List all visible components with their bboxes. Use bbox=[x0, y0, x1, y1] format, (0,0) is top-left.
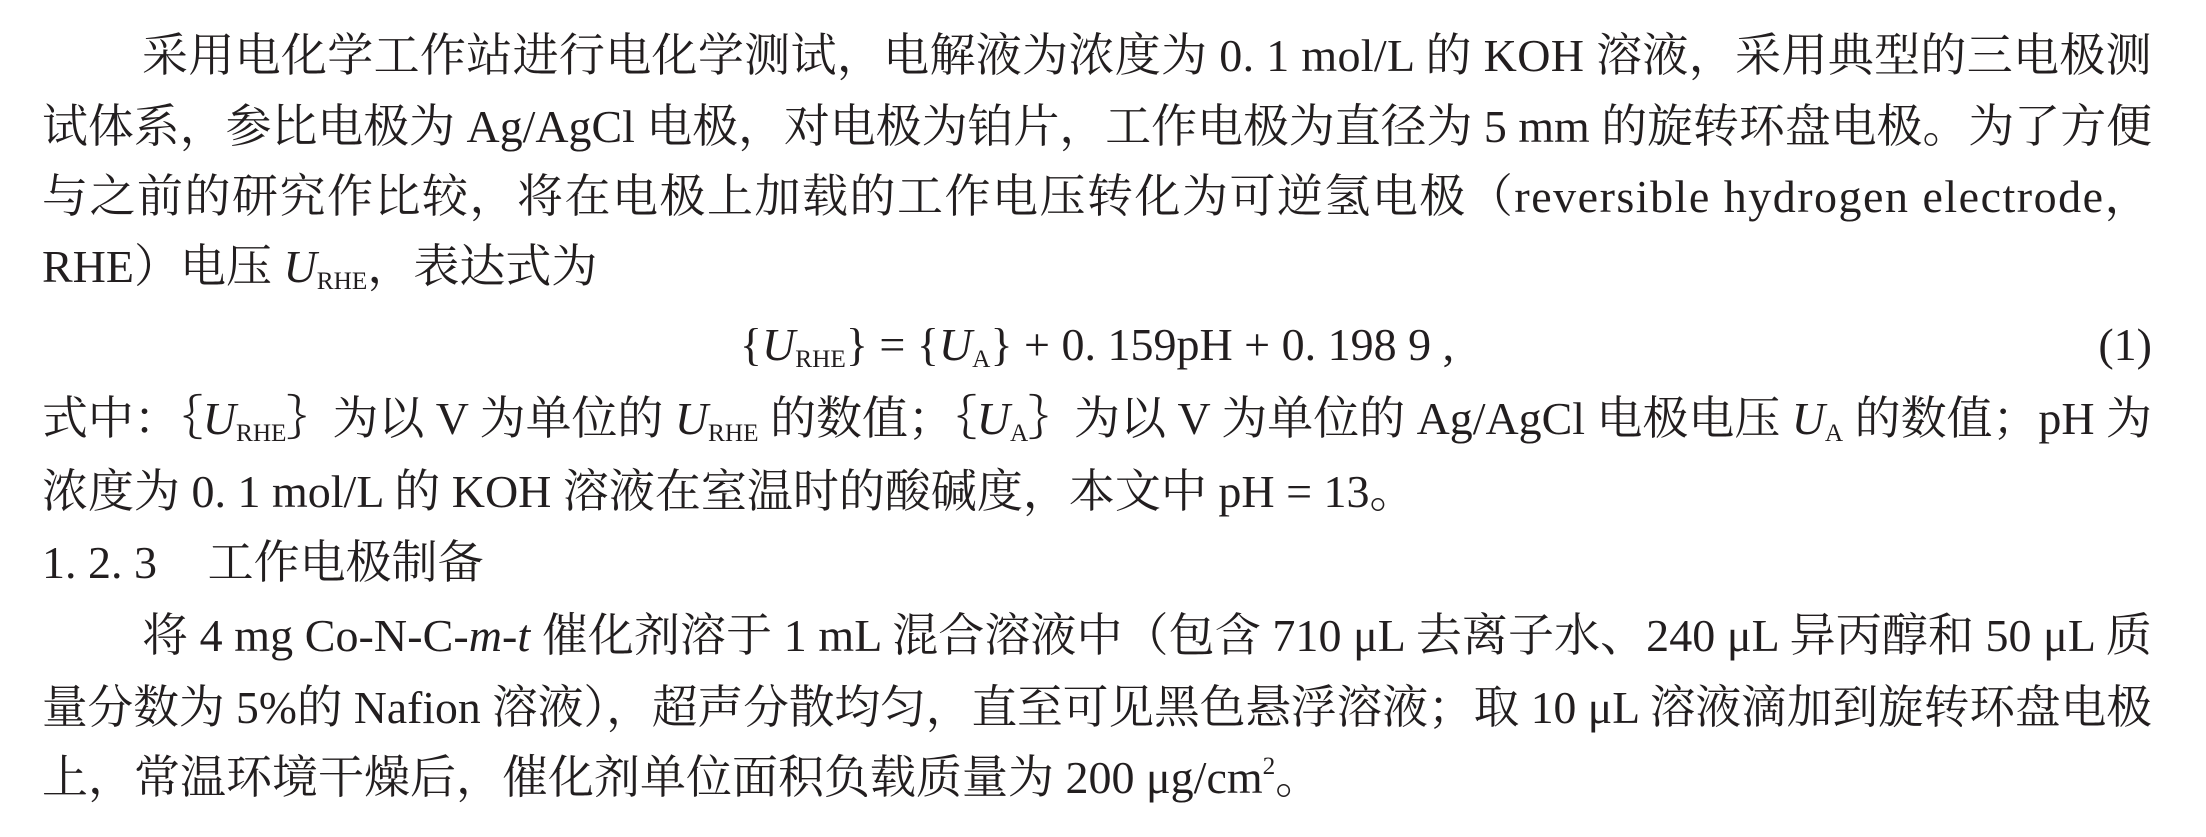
paragraph-3-line-2-text: 量分数为 5%的 Nafion 溶液），超声分散均匀，直至可见黑色悬浮溶液；取 10 μL 溶液滴加到旋转环盘电极 bbox=[42, 682, 2152, 733]
section-title: 工作电极制备 bbox=[207, 537, 484, 588]
section-heading bbox=[42, 527, 2152, 599]
equation-1 bbox=[42, 309, 2152, 381]
text-segment: 上，常温环境干燥后，催化剂单位面积负载质量为 200 μg/cm bbox=[42, 752, 1263, 803]
subscript-a: A bbox=[972, 345, 991, 374]
equation-segment: { bbox=[739, 319, 762, 370]
text-segment: 的数值；pH 为 bbox=[1843, 393, 2152, 444]
paragraph-2-line-1 bbox=[42, 383, 2152, 455]
equation-number: (1) bbox=[2098, 319, 2152, 370]
paragraph-2-line-2-text: 浓度为 0. 1 mol/L 的 KOH 溶液在室温时的酸碱度，本文中 pH = 13。 bbox=[42, 466, 1416, 517]
paragraph-3-line-3-text bbox=[42, 742, 1321, 814]
paragraph-1-line-2 bbox=[42, 91, 2152, 163]
text-segment: ，表达式为 bbox=[367, 241, 598, 292]
symbol-u: U bbox=[283, 241, 317, 292]
subscript-rhe: RHE bbox=[316, 267, 368, 296]
text-segment: 的数值；｛ bbox=[758, 393, 977, 444]
paragraph-1-line-3-text: 与之前的研究作比较，将在电极上加载的工作电压转化为可逆氢电极（reversible hydrogen electrode， bbox=[42, 171, 2152, 222]
text-segment: 催化剂溶于 1 mL 混合溶液中（包含 710 μL 去离子水、240 μL 异丙醇和 50 μL 质 bbox=[530, 610, 2152, 661]
symbol-u: U bbox=[761, 319, 796, 370]
subscript-a: A bbox=[1009, 419, 1029, 448]
paragraph-1-line-3 bbox=[42, 161, 2152, 233]
section-number: 1. 2. 3 bbox=[42, 537, 157, 588]
text-segment: ｝为以 V 为单位的 bbox=[286, 393, 675, 444]
subscript-rhe: RHE bbox=[795, 345, 846, 374]
text-segment: RHE）电压 bbox=[42, 241, 284, 292]
section-heading-text bbox=[42, 527, 484, 599]
symbol-u: U bbox=[674, 393, 709, 444]
symbol-u: U bbox=[202, 393, 236, 444]
equation-segment: } = { bbox=[845, 319, 939, 370]
equation-segment: } + 0. 159pH + 0. 198 9 , bbox=[990, 319, 1455, 370]
paragraph-3-line-1-text bbox=[142, 600, 2152, 672]
paragraph-2-line-2 bbox=[42, 456, 2152, 528]
text-segment: 将 4 mg Co-N-C- bbox=[142, 610, 469, 661]
paragraph-1-line-2-text: 试体系，参比电极为 Ag/AgCl 电极，对电极为铂片，工作电极为直径为 5 mm 的旋转环盘电极。为了方便 bbox=[42, 101, 2152, 152]
italic-m: m bbox=[468, 610, 503, 661]
italic-t: t bbox=[517, 610, 531, 661]
paragraph-3-line-3 bbox=[42, 742, 2152, 814]
text-segment: 。 bbox=[1275, 752, 1322, 803]
text-segment: ｝为以 V 为单位的 Ag/AgCl 电极电压 bbox=[1028, 393, 1792, 444]
symbol-u: U bbox=[1791, 393, 1825, 444]
paragraph-1-line-1 bbox=[42, 20, 2152, 92]
equation-body bbox=[740, 309, 1454, 381]
paragraph-2-line-1-text bbox=[42, 383, 2152, 455]
symbol-u: U bbox=[938, 319, 973, 370]
text-segment: 式中：｛ bbox=[42, 393, 203, 444]
paragraph-1-line-4 bbox=[42, 231, 2152, 303]
subscript-a: A bbox=[1824, 419, 1844, 448]
paragraph-1-line-1-text: 采用电化学工作站进行电化学测试，电解液为浓度为 0. 1 mol/L 的 KOH 溶液，采用典型的三电极测 bbox=[142, 30, 2152, 81]
text-segment: - bbox=[502, 610, 518, 661]
superscript-2: 2 bbox=[1262, 752, 1276, 781]
paragraph-3-line-2 bbox=[42, 672, 2152, 744]
subscript-rhe: RHE bbox=[235, 419, 287, 448]
symbol-u: U bbox=[976, 393, 1010, 444]
paragraph-3-line-1 bbox=[42, 600, 2152, 672]
subscript-rhe: RHE bbox=[708, 419, 759, 448]
paragraph-1-line-4-text bbox=[42, 231, 597, 303]
